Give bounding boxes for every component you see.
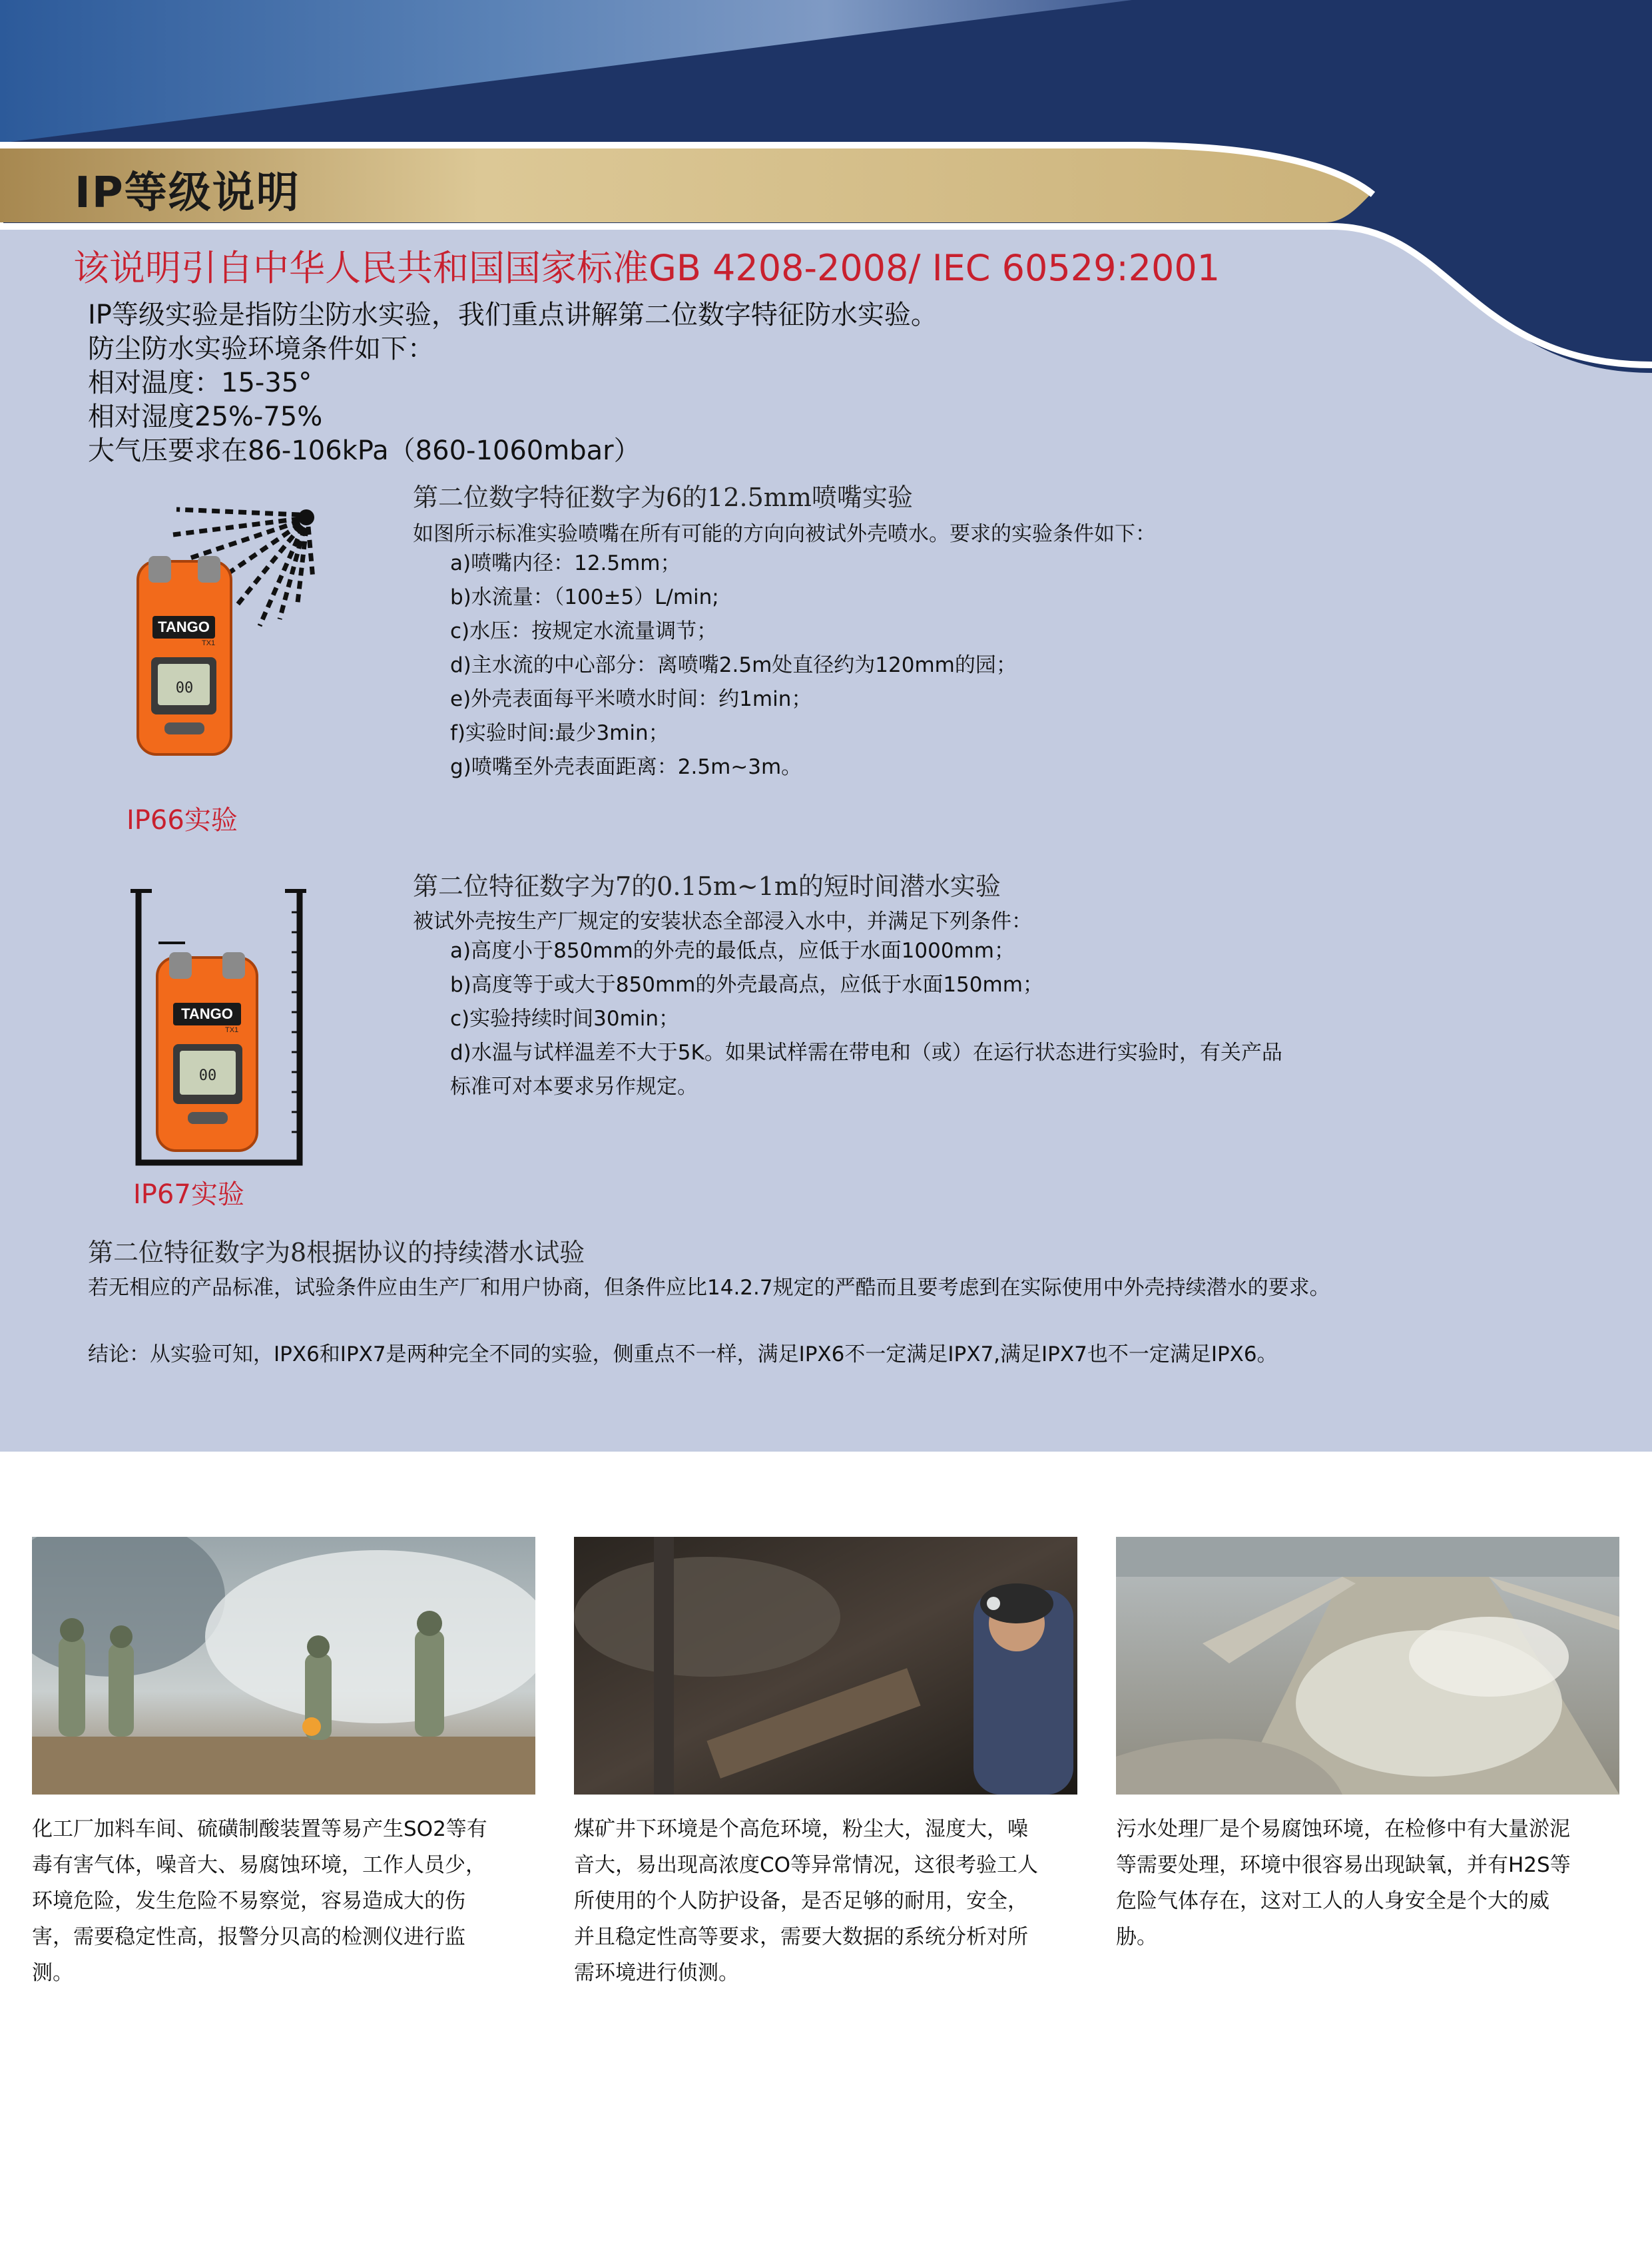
device-brand: TANGO bbox=[158, 619, 210, 635]
condition-item: d)水温与试样温差不大于5K。如果试样需在带电和（或）在运行状态进行实验时，有关产品 bbox=[450, 1041, 1282, 1065]
intro-line: 防尘防水实验环境条件如下： bbox=[88, 334, 434, 364]
chemical-plant-caption bbox=[32, 1811, 538, 1991]
condition-item: g)喷嘴至外壳表面距离：2.5m~3m。 bbox=[450, 755, 802, 779]
caption-line: 胁。 bbox=[1116, 1925, 1157, 1949]
caption-line: 音大，易出现高浓度CO等异常情况，这很考验工人 bbox=[574, 1853, 1039, 1877]
caption-line: 化工厂加料车间、硫磺制酸装置等易产生SO2等有 bbox=[32, 1817, 487, 1841]
ip67-conditions bbox=[450, 934, 1282, 1104]
caption-line: 所使用的个人防护设备，是否足够的耐用，安全， bbox=[574, 1889, 1028, 1913]
condition-item: a)喷嘴内径：12.5mm； bbox=[450, 551, 681, 575]
ip66-conditions bbox=[450, 547, 1017, 784]
condition-item: 标准可对本要求另作规定。 bbox=[450, 1075, 698, 1099]
caption-line: 测。 bbox=[32, 1961, 73, 1985]
ip66-label: IP66实验 bbox=[127, 805, 238, 836]
caption-line: 危险气体存在，这对工人的人身安全是个大的威 bbox=[1116, 1889, 1549, 1913]
condition-item: f)实验时间:最少3min； bbox=[450, 721, 669, 745]
coal-mine-worker-photo bbox=[574, 1537, 1077, 1795]
chemical-plant-workers-photo bbox=[32, 1537, 535, 1795]
standard-reference: 该说明引自中华人民共和国国家标准GB 4208-2008/ IEC 60529:2001 bbox=[73, 247, 1221, 289]
ip67-heading: 第二位特征数字为7的0.15m~1m的短时间潜水实验 bbox=[413, 872, 1001, 901]
sewage-treatment-tank-photo bbox=[1116, 1537, 1619, 1795]
intro-line: 相对湿度25%-75% bbox=[88, 402, 323, 432]
condition-item: d)主水流的中心部分：离喷嘴2.5m处直径约为120mm的园； bbox=[450, 653, 1017, 677]
condition-item: c)实验持续时间30min； bbox=[450, 1007, 680, 1031]
gas-detector-icon bbox=[157, 952, 257, 1151]
condition-item: e)外壳表面每平米喷水时间：约1min； bbox=[450, 687, 812, 711]
device-brand: TANGO bbox=[181, 1005, 233, 1022]
condition-item: a)高度小于850mm的外壳的最低点，应低于水面1000mm； bbox=[450, 939, 1015, 963]
sewage-plant-caption bbox=[1116, 1811, 1622, 1955]
caption-line: 毒有害气体，噪音大、易腐蚀环境，工作人员少， bbox=[32, 1853, 486, 1877]
ip66-illustration bbox=[123, 503, 330, 796]
caption-line: 等需要处理，环境中很容易出现缺氧，并有H2S等 bbox=[1116, 1853, 1571, 1877]
intro-line: IP等级实验是指防尘防水实验，我们重点讲解第二位数字特征防水实验。 bbox=[88, 300, 938, 330]
ip66-description: 如图所示标准实验喷嘴在所有可能的方向向被试外壳喷水。要求的实验条件如下： bbox=[413, 522, 1156, 546]
device-display: 00 bbox=[175, 680, 194, 697]
ip68-heading: 第二位特征数字为8根据协议的持续潜水试验 bbox=[88, 1238, 585, 1267]
intro-line: 大气压要求在86-106kPa（860-1060mbar） bbox=[88, 435, 641, 466]
device-model: TX1 bbox=[225, 1026, 239, 1034]
device-display: 00 bbox=[198, 1067, 217, 1084]
ip67-label: IP67实验 bbox=[133, 1179, 244, 1210]
gas-detector-icon bbox=[138, 556, 231, 754]
coal-mine-caption bbox=[574, 1811, 1080, 1991]
intro-line: 相对温度：15-35° bbox=[88, 368, 312, 398]
caption-line: 环境危险，发生危险不易察觉，容易造成大的伤 bbox=[32, 1889, 465, 1913]
conclusion: 结论：从实验可知，IPX6和IPX7是两种完全不同的实验，侧重点不一样，满足IPX6不一定满足IPX7,满足IPX7也不一定满足IPX6。 bbox=[88, 1342, 1278, 1366]
condition-item: b)高度等于或大于850mm的外壳最高点，应低于水面150mm； bbox=[450, 973, 1043, 997]
intro-text bbox=[88, 298, 938, 468]
caption-line: 污水处理厂是个易腐蚀环境，在检修中有大量淤泥 bbox=[1116, 1817, 1570, 1841]
caption-line: 煤矿井下环境是个高危环境，粉尘大，湿度大，噪 bbox=[574, 1817, 1028, 1841]
ip66-heading: 第二位数字特征数字为6的12.5mm喷嘴实验 bbox=[413, 483, 913, 512]
page-title: IP等级说明 bbox=[75, 168, 300, 218]
condition-item: c)水压：按规定水流量调节； bbox=[450, 619, 718, 643]
condition-item: b)水流量：（100±5）L/min; bbox=[450, 585, 719, 609]
caption-line: 需环境进行侦测。 bbox=[574, 1961, 739, 1985]
caption-line: 并且稳定性高等要求，需要大数据的系统分析对所 bbox=[574, 1925, 1028, 1949]
caption-line: 害，需要稳定性高，报警分贝高的检测仪进行监 bbox=[32, 1925, 465, 1949]
ip67-illustration bbox=[125, 886, 318, 1172]
device-model: TX1 bbox=[202, 639, 216, 647]
ip67-description: 被试外壳按生产厂规定的安装状态全部浸入水中，并满足下列条件： bbox=[413, 910, 1032, 934]
ip68-description: 若无相应的产品标准，试验条件应由生产厂和用户协商，但条件应比14.2.7规定的严酷而且要考虑到在实际使用中外壳持续潜水的要求。 bbox=[88, 1276, 1330, 1300]
